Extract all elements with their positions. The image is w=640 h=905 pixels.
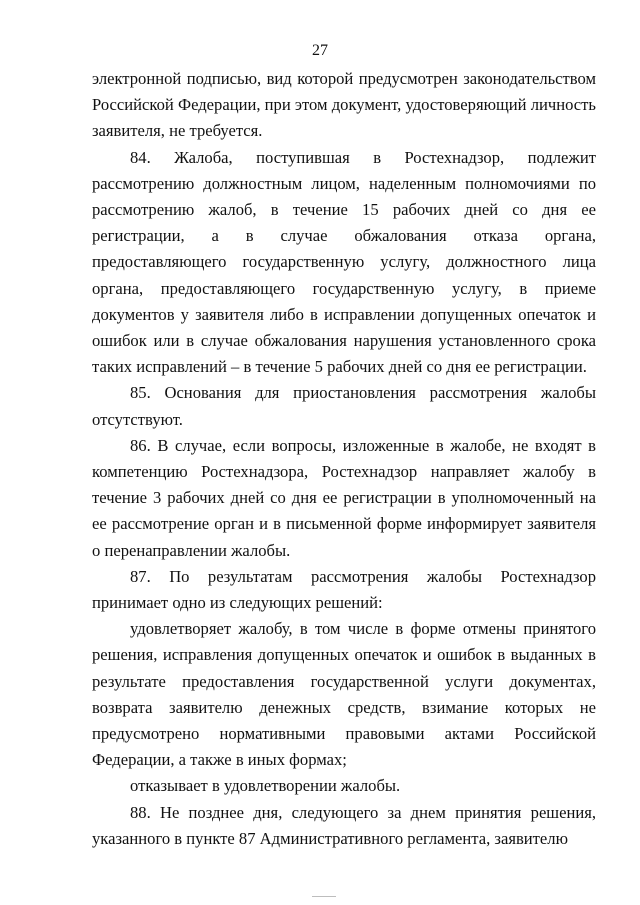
page-number: 27 <box>312 42 328 59</box>
paragraph-87-option-satisfy: удовлетворяет жалобу, в том числе в форме отмены принятого решения, исправления допущенных опечаток и ошибок в выданных в результате предоставления государственной услуги документах, возврата заявителю денежных средств, взимание которых не предусмотрено нормативными правовыми актами Российской Федерации, а также в иных формах; <box>92 619 596 770</box>
paragraph-continuation: электронной подписью, вид которой предусмотрен законодательством Российской Федерации, при этом документ, удостоверяющий личность заявителя, не требуется. <box>92 69 596 141</box>
paragraph-85: 85. Основания для приостановления рассмотрения жалобы отсутствуют. <box>92 383 596 429</box>
document-body <box>92 66 596 852</box>
paragraph-86: 86. В случае, если вопросы, изложенные в жалобе, не входят в компетенцию Ростехнадзора, Ростехнадзор направляет жалобу в течение 3 рабочих дней со дня ее регистрации в уполномоченный на ее рассмотрение орган и в письменной форме информирует заявителя о перенаправлении жалобы. <box>92 435 596 560</box>
paragraph-84: 84. Жалоба, поступившая в Ростехнадзор, подлежит рассмотрению должностным лицом, наделенным полномочиями по рассмотрению жалоб, в течение 15 рабочих дней со дня ее регистрации, а в случае обжалования отказа органа, предоставляющего государственную услугу, должностного лица органа, предоставляющего государственную услугу, в приеме документов у заявителя либо в исправлении допущенных опечаток и ошибок или в случае обжалования нарушения установленного срока таких исправлений – в течение 5 рабочих дней со дня ее регистрации. <box>92 147 596 377</box>
paragraph-87-option-refuse: отказывает в удовлетворении жалобы. <box>130 776 401 796</box>
paragraph-87: 87. По результатам рассмотрения жалобы Ростехнадзор принимает одно из следующих решений: <box>92 566 596 613</box>
paragraph-88: 88. Не позднее дня, следующего за днем принятия решения, указанного в пункте 87 Административного регламента, заявителю <box>92 802 596 848</box>
page-divider <box>312 896 336 897</box>
